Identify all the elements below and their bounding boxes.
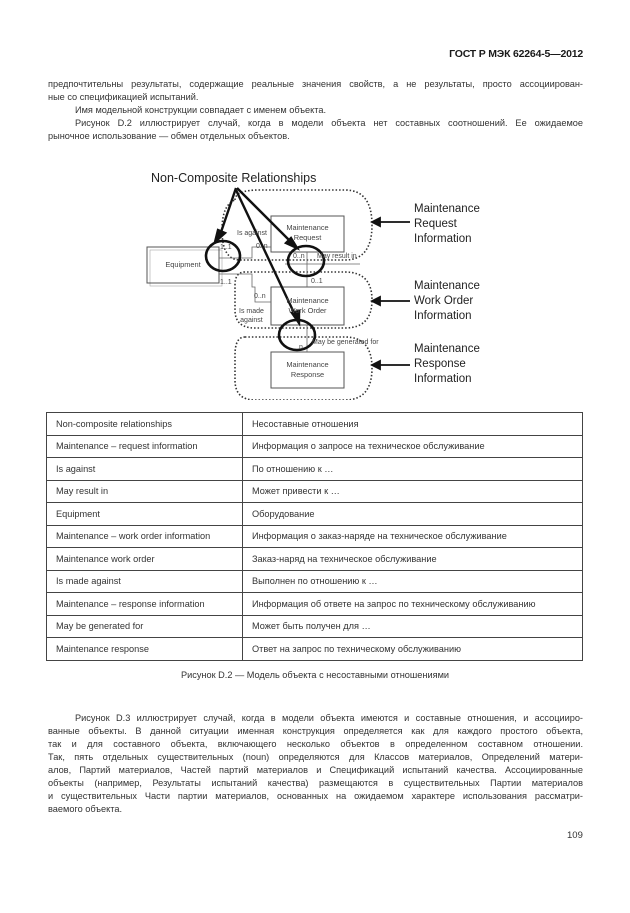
- terms-table: [46, 412, 583, 661]
- text-line: так и для составного объекта, включающего несколько объектов в определенном составном отношении.: [48, 739, 583, 749]
- term-en: Maintenance – response information: [47, 593, 243, 616]
- term-ru: По отношению к …: [243, 458, 583, 481]
- term-ru: Оборудование: [243, 503, 583, 526]
- may-result-in-label: May result in: [317, 253, 357, 260]
- text-line: ванные объекты. В данной ситуации именная конструкция определяется как для каждого простого объекта,: [48, 726, 583, 736]
- term-en: Non-composite relationships: [47, 413, 243, 436]
- text-line: ваемого объекта.: [48, 804, 123, 814]
- term-en: Maintenance work order: [47, 548, 243, 571]
- multiplicity: 0..n: [293, 253, 305, 260]
- term-ru: Несоставные отношения: [243, 413, 583, 436]
- figure-caption: Рисунок D.2 — Модель объекта с несоставными отношениями: [180, 670, 450, 680]
- text-line: и существительных Части партии материалов, основанных на ожидаемом характере использования рассматри-: [48, 791, 583, 801]
- multiplicity: 0..1: [311, 278, 323, 285]
- text-line: рыночное использование — обмен отдельных объектов.: [48, 131, 290, 141]
- table-row: [47, 413, 583, 436]
- table-row: [47, 570, 583, 593]
- multiplicity: 1..1: [220, 279, 232, 286]
- term-en: Is made against: [47, 570, 243, 593]
- text-line: Имя модельной конструкции совпадает с именем объекта.: [75, 105, 327, 115]
- label-line: Request: [293, 233, 322, 242]
- text-line: Рисунок D.3 иллюстрирует случай, когда в модели объекта имеются и составные отношения, и ассоцииро-: [75, 713, 583, 723]
- multiplicity: 1..1: [220, 244, 232, 251]
- term-en: Maintenance response: [47, 638, 243, 661]
- label-line: Maintenance: [414, 203, 480, 215]
- text-line: Так, пять отдельных существительных (noun) определяются для Классов материалов, Определений матери-: [48, 752, 583, 762]
- table-row: [47, 480, 583, 503]
- term-en: Is against: [47, 458, 243, 481]
- table-row: [47, 435, 583, 458]
- text-line: объекты (например, Результаты испытаний качества) размещаются в существительных Партии материалов: [48, 778, 583, 788]
- is-made-against-label: [239, 307, 264, 325]
- page-number: 109: [567, 830, 583, 841]
- label-line: Information: [414, 310, 472, 322]
- label-line: Is made: [239, 308, 264, 315]
- text-line: предпочтительны результаты, содержащие реальные значения свойств, а не результаты, просто ассоциирован-: [48, 79, 583, 89]
- table-row: [47, 615, 583, 638]
- term-ru: Ответ на запрос по техническому обслуживанию: [243, 638, 583, 661]
- work-order-group-label: [414, 279, 480, 324]
- text-line: Рисунок D.2 иллюстрирует случай, когда в модели объекта нет составных соотношений. Ее ожидаемое: [75, 118, 583, 128]
- body-paragraph: [48, 712, 583, 816]
- label-line: Maintenance: [414, 343, 480, 355]
- label-line: Information: [414, 373, 472, 385]
- text-line: алов, Партий материалов, Частей партий материалов и Спецификаций испытаний качества. Ассоциированные: [48, 765, 583, 775]
- table-row: [47, 503, 583, 526]
- term-ru: Заказ-наряд на техническое обслуживание: [243, 548, 583, 571]
- label-line: Response: [290, 370, 325, 379]
- multiplicity: 0..n: [254, 293, 266, 300]
- work-order-label: [271, 296, 344, 316]
- term-en: May result in: [47, 480, 243, 503]
- multiplicity: 0..n: [256, 243, 268, 250]
- intro-paragraph: [48, 78, 583, 143]
- term-ru: Может привести к …: [243, 480, 583, 503]
- is-against-label: Is against: [237, 230, 267, 237]
- table-row: [47, 548, 583, 571]
- term-en: Maintenance – work order information: [47, 525, 243, 548]
- table-row: [47, 458, 583, 481]
- term-en: May be generated for: [47, 615, 243, 638]
- term-ru: Может быть получен для …: [243, 615, 583, 638]
- table-row: [47, 593, 583, 616]
- term-ru: Информация о запросе на техническое обслуживание: [243, 435, 583, 458]
- label-line: against: [240, 317, 263, 324]
- equipment-label: Equipment: [165, 260, 201, 269]
- label-line: Maintenance: [286, 360, 329, 369]
- response-label: [271, 360, 344, 380]
- diagram-title: Non-Composite Relationships: [151, 171, 317, 185]
- label-line: Maintenance: [414, 280, 480, 292]
- term-en: Equipment: [47, 503, 243, 526]
- response-group-label: [414, 342, 480, 387]
- term-ru: Информация об ответе на запрос по техническому обслуживанию: [243, 593, 583, 616]
- label-line: Maintenance: [286, 296, 329, 305]
- document-header: ГОСТ Р МЭК 62264-5—2012: [449, 48, 583, 60]
- label-line: Request: [414, 218, 457, 230]
- label-line: Work Order: [414, 295, 474, 307]
- table-row: [47, 525, 583, 548]
- term-ru: Информация о заказ-наряде на техническое обслуживание: [243, 525, 583, 548]
- may-be-generated-for-label: May be generated for: [312, 339, 379, 346]
- request-group-label: [414, 202, 480, 247]
- object-model-diagram: [0, 160, 630, 400]
- request-label: [271, 223, 344, 243]
- term-en: Maintenance – request information: [47, 435, 243, 458]
- label-line: Response: [414, 358, 466, 370]
- label-line: Maintenance: [286, 223, 329, 232]
- table-row: [47, 638, 583, 661]
- label-line: Work Order: [288, 306, 327, 315]
- term-ru: Выполнен по отношению к …: [243, 570, 583, 593]
- multiplicity: n: [299, 344, 303, 351]
- text-line: ные со спецификацией испытаний.: [48, 92, 199, 102]
- label-line: Information: [414, 233, 472, 245]
